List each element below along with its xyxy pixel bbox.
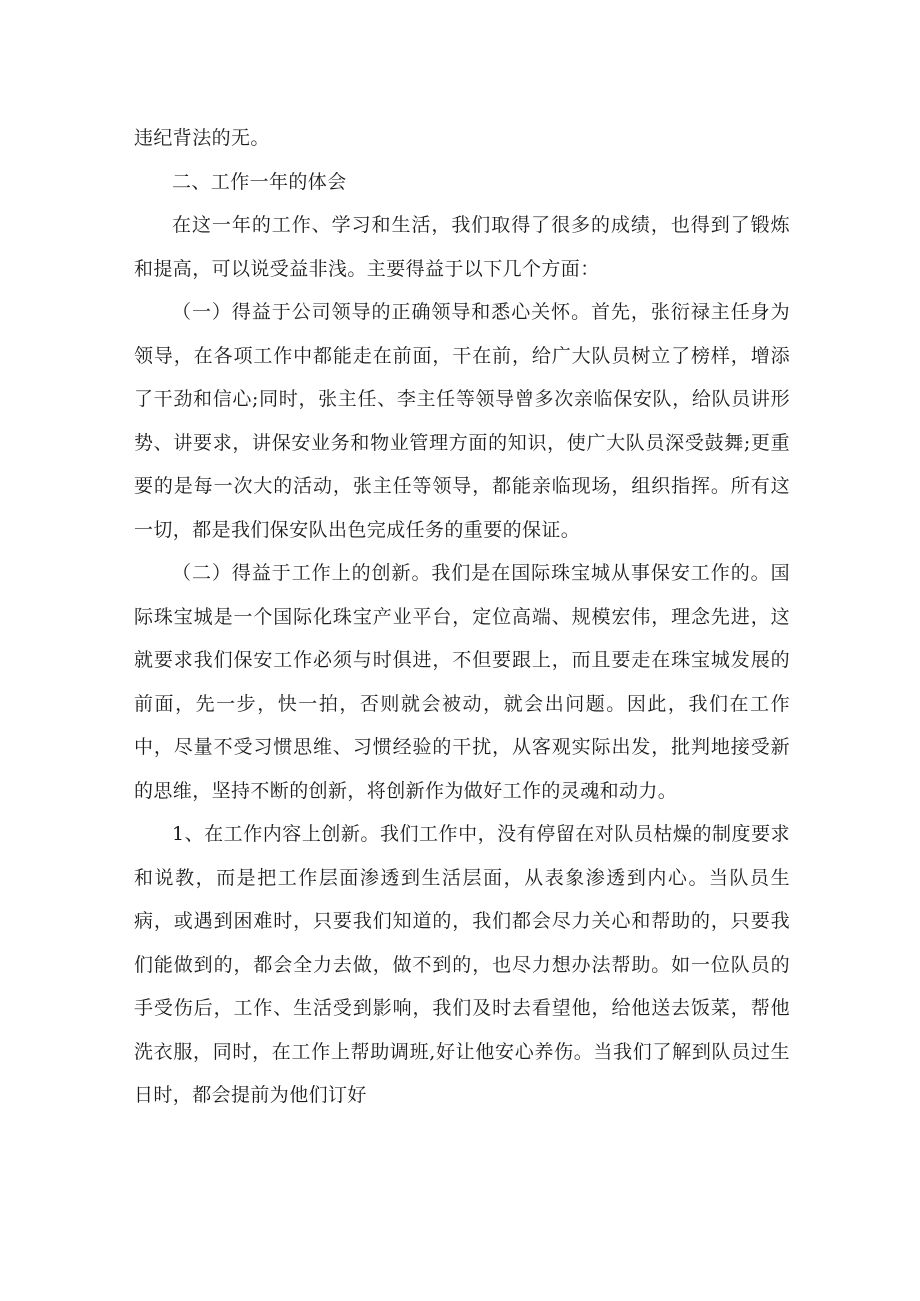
paragraph-continuation: 违纪背法的无。 bbox=[134, 127, 270, 149]
paragraph-point-one: （一）得益于公司领导的正确领导和悉心关怀。首先，张衍禄主任身为领导，在各项工作中都能走在前面，干在前，给广大队员树立了榜样，增添了干劲和信心;同时，张主任、李主任等领导曾多次亲临保安队，给队员讲形势、讲要求，讲保安业务和物业管理方面的知识，使广大队员深受鼓舞;更重要的是每一次大的活动，张主任等领导，都能亲临现场，组织指挥。所有这一切，都是我们保安队出色完成任务的重要的保证。 bbox=[134, 301, 790, 541]
paragraph-point-two: （二）得益于工作上的创新。我们是在国际珠宝城从事保安工作的。国际珠宝城是一个国际化珠宝产业平台，定位高端、规模宏伟，理念先进，这就要求我们保安工作必须与时俱进，不但要跟上，而且要走在珠宝城发展的前面，先一步，快一拍，否则就会被动，就会出问题。因此，我们在工作中，尽量不受习惯思维、习惯经验的干扰，从客观实际出发，批判地接受新的思维，坚持不断的创新，将创新作为做好工作的灵魂和动力。 bbox=[134, 562, 790, 802]
document-body bbox=[134, 117, 790, 1118]
paragraph-item-one: 1、在工作内容上创新。我们工作中，没有停留在对队员枯燥的制度要求和说教，而是把工作层面渗透到生活层面，从表象渗透到内心。当队员生病，或遇到困难时，只要我们知道的，我们都会尽力关心和帮助的，只要我们能做到的，都会全力去做，做不到的，也尽力想办法帮助。如一位队员的手受伤后，工作、生活受到影响，我们及时去看望他，给他送去饭菜，帮他洗衣服，同时，在工作上帮助调班,好让他安心养伤。当我们了解到队员过生日时，都会提前为他们订好 bbox=[134, 823, 790, 1106]
paragraph-intro: 在这一年的工作、学习和生活，我们取得了很多的成绩，也得到了锻炼和提高，可以说受益非浅。主要得益于以下几个方面： bbox=[134, 214, 790, 280]
section-heading: 二、工作一年的体会 bbox=[172, 170, 347, 193]
